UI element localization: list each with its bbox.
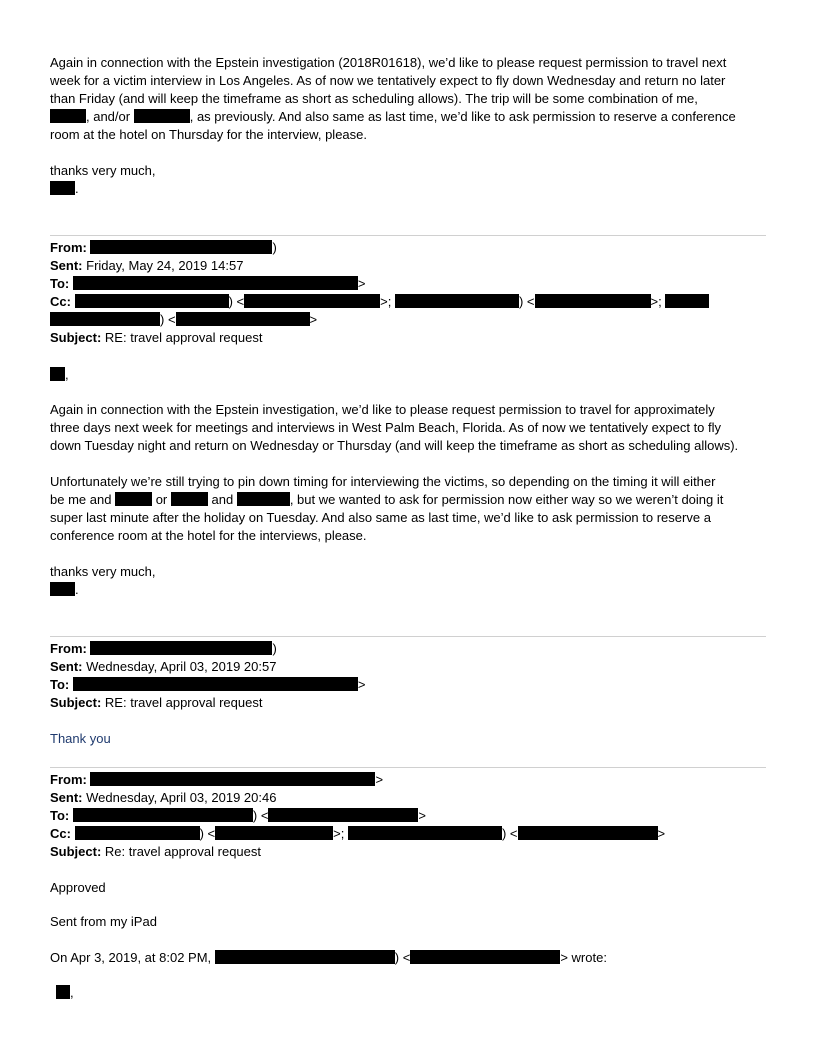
email-header-3 <box>50 640 766 712</box>
body-line: Again in connection with the Epstein investigation, we’d like to please request permission to travel for approximately <box>50 402 715 417</box>
separator-line <box>50 235 766 236</box>
email-2-closing <box>50 563 766 599</box>
sent-line: Sent: Wednesday, April 03, 2019 20:46 <box>50 790 277 805</box>
redaction <box>171 492 208 506</box>
redaction <box>90 772 375 786</box>
redaction <box>90 240 272 254</box>
redaction <box>348 826 502 840</box>
body-line: down Tuesday night and return on Wednesday or Thursday (and will keep the timeframe as short as scheduling allows). <box>50 438 739 453</box>
redaction <box>75 826 200 840</box>
redaction <box>50 312 160 326</box>
sent-line: Sent: Wednesday, April 03, 2019 20:57 <box>50 659 277 674</box>
redaction <box>665 294 709 308</box>
to-line: To: > <box>50 276 366 291</box>
redaction <box>237 492 290 506</box>
email-1-body <box>50 54 766 144</box>
body-line: Thank you <box>50 731 111 746</box>
redaction <box>56 985 70 999</box>
redaction <box>535 294 651 308</box>
closing: thanks very much, <box>50 564 156 579</box>
redaction <box>50 582 75 596</box>
body-line: week for a victim interview in Los Angeles. As of now we tentatively expect to fly down Wednesday and return no later <box>50 73 726 88</box>
cc-line: Cc: ) < >; ) < > <box>50 826 666 841</box>
cc-line: Cc: ) < >; ) < >; <box>50 293 766 311</box>
from-line: From: ) <box>50 641 277 656</box>
quote-attribution <box>50 949 766 967</box>
body-line: conference room at the hotel for the interviews, please. <box>50 528 367 543</box>
body-line: super last minute after the holiday on Tuesday. And also same as last time, we’d like to ask permission to reserve a <box>50 510 711 525</box>
subject-line: Subject: Re: travel approval request <box>50 844 262 859</box>
email-header-4 <box>50 771 766 861</box>
redaction <box>244 294 380 308</box>
redaction <box>50 181 75 195</box>
cc-line-cont: ) < > <box>50 311 766 329</box>
signature: . <box>50 581 766 599</box>
from-line: From: ) <box>50 240 277 255</box>
from-line: From: > <box>50 772 384 787</box>
redaction <box>410 950 560 964</box>
body-line: Unfortunately we’re still trying to pin down timing for interviewing the victims, so depending on the timing it will either <box>50 474 716 489</box>
to-line: To: ) < > <box>50 808 427 823</box>
redaction <box>268 808 418 822</box>
subject-line: Subject: RE: travel approval request <box>50 330 263 345</box>
separator-line <box>50 636 766 637</box>
email-header-2 <box>50 239 766 347</box>
redaction <box>75 294 229 308</box>
quote-line: On Apr 3, 2019, at 8:02 PM, ) < > wrote: <box>50 950 607 965</box>
email-4-signature <box>50 913 766 931</box>
redaction <box>395 294 519 308</box>
redaction <box>115 492 152 506</box>
body-line: Approved <box>50 880 106 895</box>
quoted-greeting <box>56 984 772 1002</box>
email-2-paragraph-1 <box>50 401 766 455</box>
body-line: three days next week for meetings and interviews in West Palm Beach, Florida. As of now we tentatively expect to fly <box>50 420 722 435</box>
separator-line <box>50 767 766 768</box>
redaction <box>73 276 358 290</box>
redaction <box>73 677 358 691</box>
email-1-closing <box>50 162 766 198</box>
redaction <box>518 826 658 840</box>
redaction <box>50 109 86 123</box>
email-3-body <box>50 730 766 748</box>
signature: . <box>50 180 766 198</box>
to-line: To: > <box>50 677 366 692</box>
redaction <box>215 950 395 964</box>
body-line: than Friday (and will keep the timeframe as short as scheduling allows). The trip will be some combination of me, <box>50 91 698 106</box>
redaction <box>134 109 190 123</box>
greeting: , <box>50 366 766 384</box>
body-line: Again in connection with the Epstein investigation (2018R01618), we’d like to please request permission to travel next <box>50 55 727 70</box>
email-4-body <box>50 879 766 897</box>
redaction <box>73 808 253 822</box>
redaction <box>215 826 333 840</box>
body-line: room at the hotel on Thursday for the interview, please. <box>50 127 367 142</box>
email-2-paragraph-2 <box>50 473 766 545</box>
redaction <box>176 312 310 326</box>
body-line: be me and or and , but we wanted to ask for permission now either way so we weren’t doing it <box>50 492 724 507</box>
sent-line: Sent: Friday, May 24, 2019 14:57 <box>50 258 244 273</box>
subject-line: Subject: RE: travel approval request <box>50 695 263 710</box>
signature: Sent from my iPad <box>50 914 157 929</box>
closing: thanks very much, <box>50 163 156 178</box>
redaction <box>50 367 65 381</box>
body-line: , and/or , as previously. And also same as last time, we’d like to ask permission to reserve a conference <box>50 108 766 126</box>
email-2-greeting <box>50 366 766 384</box>
greeting: , <box>56 984 772 1002</box>
redaction <box>90 641 272 655</box>
